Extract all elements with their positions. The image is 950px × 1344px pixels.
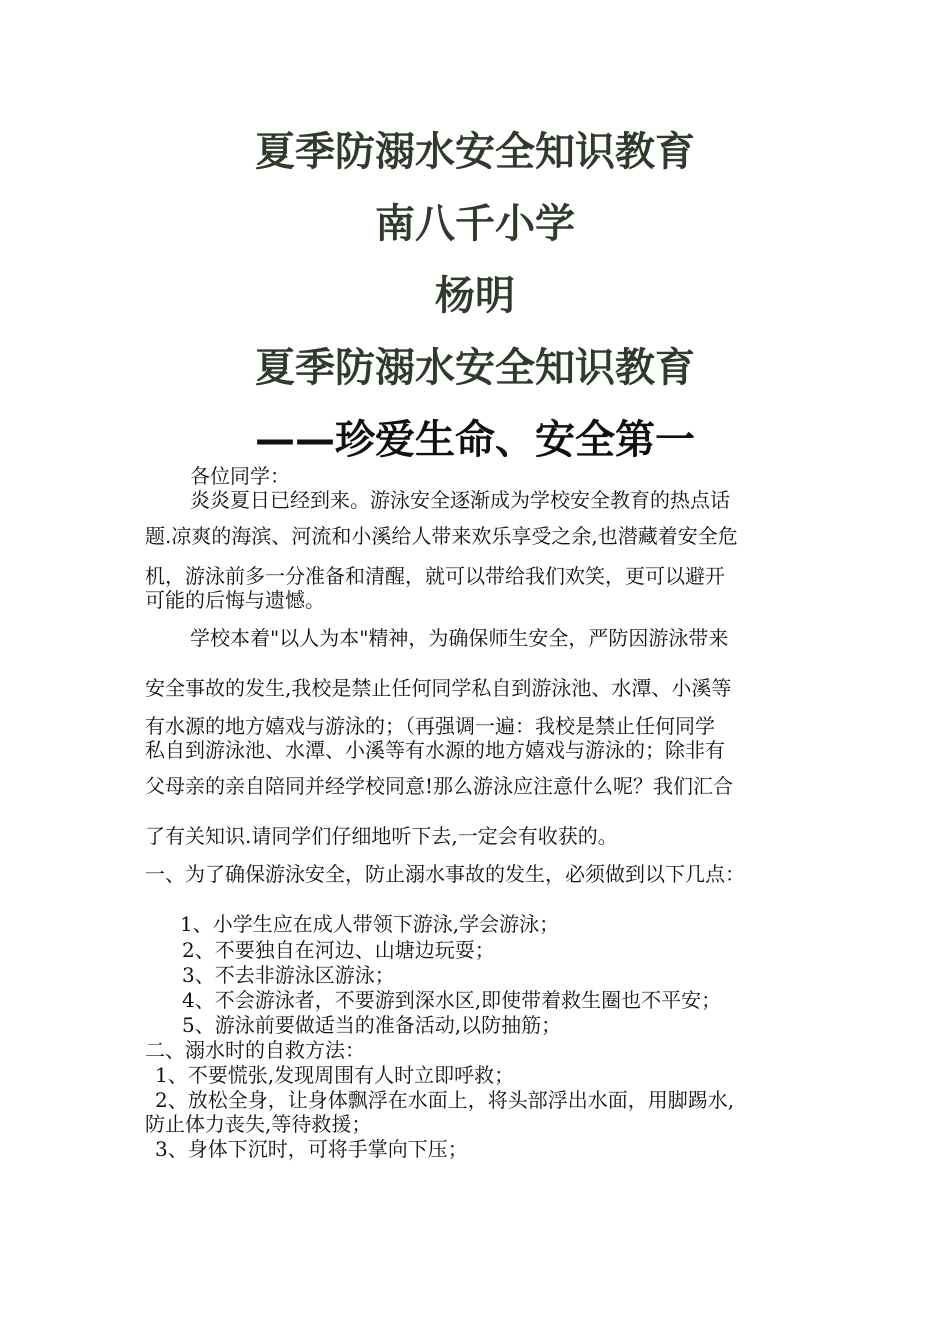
author-name: 杨明 (435, 273, 515, 319)
list-item-continued: 防止体力丧失,等待救援； (145, 1112, 372, 1136)
greeting: 各位同学： (190, 464, 290, 488)
list-item: 5、游泳前要做适当的准备活动,以防抽筋； (182, 1013, 562, 1037)
list-item: 2、放松全身，让身体飘浮在水面上，将头部浮出水面，用脚踢水, (155, 1088, 735, 1112)
paragraph-line: 机，游泳前多一分准备和清醒，就可以带给我们欢笑，更可以避开 (145, 564, 725, 588)
document-title-repeat: 夏季防溺水安全知识教育 (255, 345, 695, 391)
document-subtitle: ——珍爱生命、安全第一 (255, 417, 695, 463)
paragraph-line: 私自到游泳池、水潭、小溪等有水源的地方嬉戏与游泳的；除非有 (145, 738, 725, 762)
section-heading-1: 一、为了确保游泳安全，防止溺水事故的发生，必须做到以下几点： (145, 862, 745, 886)
paragraph-line: 题.凉爽的海滨、河流和小溪给人带来欢乐享受之余,也潜藏着安全危 (145, 524, 738, 548)
list-item: 2、不要独自在河边、山塘边玩耍； (182, 938, 495, 962)
school-name: 南八千小学 (375, 201, 575, 247)
list-item: 3、身体下沉时，可将手掌向下压； (155, 1137, 468, 1161)
document-title: 夏季防溺水安全知识教育 (255, 129, 695, 175)
list-item: 1、小学生应在成人带领下游泳,学会游泳； (180, 912, 560, 936)
paragraph-line: 安全事故的发生,我校是禁止任何同学私自到游泳池、水潭、小溪等 (145, 676, 732, 700)
paragraph-line: 可能的后悔与遗憾。 (145, 588, 325, 612)
list-item: 4、不会游泳者，不要游到深水区,即使带着救生圈也不平安； (182, 988, 722, 1012)
paragraph-line: 有水源的地方嬉戏与游泳的；（再强调一遍：我校是禁止任何同学 (145, 714, 715, 738)
list-item: 3、不去非游泳区游泳； (182, 963, 395, 987)
list-item: 1、不要慌张,发现周围有人时立即呼救； (155, 1063, 515, 1087)
paragraph-line: 了有关知识.请同学们仔细地听下去,一定会有收获的。 (145, 824, 618, 848)
section-heading-2: 二、溺水时的自救方法： (145, 1038, 365, 1062)
paragraph-line: 学校本着"以人为本"精神，为确保师生安全，严防因游泳带来 (190, 626, 729, 650)
paragraph-line: 炎炎夏日已经到来。游泳安全逐渐成为学校安全教育的热点话 (190, 488, 730, 512)
paragraph-line: 父母亲的亲自陪同并经学校同意!那么游泳应注意什么呢？我们汇合 (145, 774, 734, 798)
